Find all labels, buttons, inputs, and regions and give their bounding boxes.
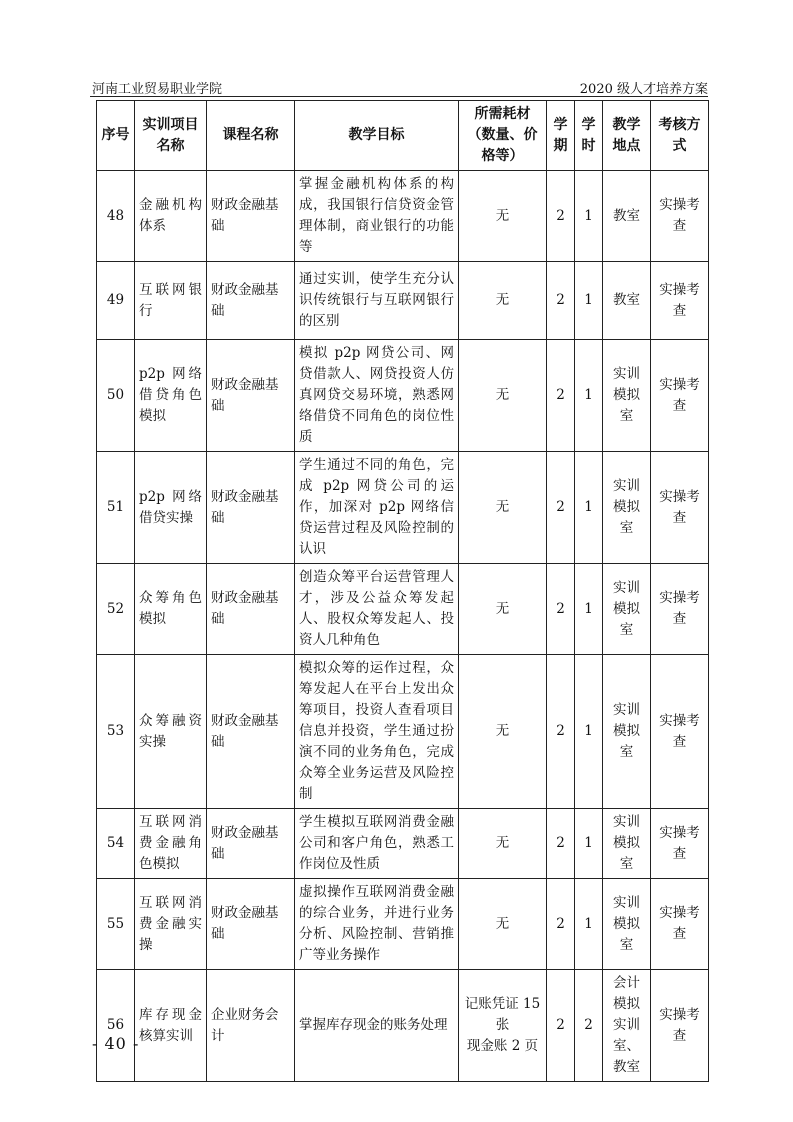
cell-assessment: 实操考查 [651,970,709,1082]
cell-goal: 创造众筹平台运营管理人才，涉及公益众筹发起人、股权众筹发起人、投资人几种角色 [295,564,459,655]
cell-materials: 无 [459,564,547,655]
table-row [97,655,709,809]
cell-course: 财政金融基础 [207,171,295,262]
header-rule [90,96,708,97]
cell-project: p2p 网络借贷角色模拟 [135,340,207,452]
training-table [96,100,709,1082]
table-row [97,564,709,655]
cell-materials: 无 [459,879,547,970]
table-row [97,809,709,879]
cell-term: 2 [547,564,575,655]
cell-term: 2 [547,340,575,452]
cell-hours: 1 [575,879,603,970]
table-row [97,262,709,340]
cell-term: 2 [547,809,575,879]
col-header-project: 实训项目名称 [135,101,207,171]
cell-goal: 掌握金融机构体系的构成，我国银行信贷资金管理体制，商业银行的功能等 [295,171,459,262]
cell-assessment: 实操考查 [651,340,709,452]
cell-course: 财政金融基础 [207,262,295,340]
cell-term: 2 [547,879,575,970]
cell-course: 财政金融基础 [207,340,295,452]
col-header-materials: 所需耗材（数量、价格等） [459,101,547,171]
cell-project: p2p 网络借贷实操 [135,452,207,564]
cell-project: 金融机构体系 [135,171,207,262]
cell-project: 互联网银行 [135,262,207,340]
cell-term: 2 [547,262,575,340]
cell-assessment: 实操考查 [651,879,709,970]
cell-assessment: 实操考查 [651,564,709,655]
cell-course: 财政金融基础 [207,452,295,564]
cell-hours: 1 [575,340,603,452]
cell-course: 财政金融基础 [207,879,295,970]
cell-no: 49 [97,262,135,340]
cell-location: 实训模拟室 [603,340,651,452]
cell-project: 互联网消费金融角色模拟 [135,809,207,879]
cell-materials: 无 [459,809,547,879]
cell-goal: 模拟众筹的运作过程，众筹发起人在平台上发出众筹项目，投资人查看项目信息并投资，学生通过扮演不同的业务角色，完成众筹全业务运营及风险控制 [295,655,459,809]
cell-materials: 记账凭证 15 张 现金账 2 页 [459,970,547,1082]
cell-hours: 1 [575,262,603,340]
cell-no: 48 [97,171,135,262]
cell-location: 教室 [603,171,651,262]
cell-location: 教室 [603,262,651,340]
cell-assessment: 实操考查 [651,809,709,879]
cell-materials: 无 [459,340,547,452]
cell-no: 50 [97,340,135,452]
table-header-row [97,101,709,171]
col-header-course: 课程名称 [207,101,295,171]
cell-goal: 学生通过不同的角色，完成 p2p 网贷公司的运作，加深对 p2p 网络信贷运营过程及风险控制的认识 [295,452,459,564]
cell-course: 财政金融基础 [207,655,295,809]
cell-materials: 无 [459,171,547,262]
cell-location: 实训模拟室 [603,564,651,655]
col-header-assessment: 考核方式 [651,101,709,171]
cell-hours: 1 [575,452,603,564]
cell-hours: 1 [575,171,603,262]
cell-location: 实训模拟室 [603,655,651,809]
cell-goal: 通过实训，使学生充分认识传统银行与互联网银行的区别 [295,262,459,340]
cell-materials: 无 [459,262,547,340]
page-number: - 40 - [92,1034,140,1053]
cell-term: 2 [547,655,575,809]
cell-assessment: 实操考查 [651,262,709,340]
cell-goal: 虚拟操作互联网消费金融的综合业务，并进行业务分析、风险控制、营销推广等业务操作 [295,879,459,970]
col-header-location: 教学地点 [603,101,651,171]
table-row [97,879,709,970]
page-header [90,78,708,96]
cell-no: 54 [97,809,135,879]
cell-no: 52 [97,564,135,655]
table-row [97,171,709,262]
cell-location: 实训模拟室 [603,879,651,970]
cell-goal: 模拟 p2p 网贷公司、网贷借款人、网贷投资人仿真网贷交易环境，熟悉网络借贷不同角色的岗位性质 [295,340,459,452]
cell-course: 财政金融基础 [207,564,295,655]
col-header-hours: 学时 [575,101,603,171]
cell-term: 2 [547,171,575,262]
cell-course: 财政金融基础 [207,809,295,879]
cell-no: 53 [97,655,135,809]
col-header-term: 学期 [547,101,575,171]
cell-project: 互联网消费金融实操 [135,879,207,970]
header-institution: 河南工业贸易职业学院 [92,82,223,97]
cell-hours: 1 [575,655,603,809]
cell-assessment: 实操考查 [651,171,709,262]
cell-term: 2 [547,452,575,564]
cell-project: 众筹角色模拟 [135,564,207,655]
cell-materials: 无 [459,655,547,809]
cell-location: 会计模拟实训室、教室 [603,970,651,1082]
cell-location: 实训模拟室 [603,809,651,879]
cell-goal: 学生模拟互联网消费金融公司和客户角色，熟悉工作岗位及性质 [295,809,459,879]
cell-project: 众筹融资实操 [135,655,207,809]
col-header-no: 序号 [97,101,135,171]
table-row [97,340,709,452]
table-row [97,452,709,564]
table-row [97,970,709,1082]
cell-no: 55 [97,879,135,970]
header-document-title: 2020 级人才培养方案 [579,82,708,97]
cell-hours: 1 [575,809,603,879]
cell-project: 库存现金核算实训 [135,970,207,1082]
cell-hours: 2 [575,970,603,1082]
cell-course: 企业财务会计 [207,970,295,1082]
cell-goal: 掌握库存现金的账务处理 [295,970,459,1082]
cell-hours: 1 [575,564,603,655]
cell-materials: 无 [459,452,547,564]
cell-no: 51 [97,452,135,564]
cell-location: 实训模拟室 [603,452,651,564]
cell-assessment: 实操考查 [651,655,709,809]
col-header-goal: 教学目标 [295,101,459,171]
cell-assessment: 实操考查 [651,452,709,564]
cell-term: 2 [547,970,575,1082]
cell-no: 56 [97,970,135,1082]
